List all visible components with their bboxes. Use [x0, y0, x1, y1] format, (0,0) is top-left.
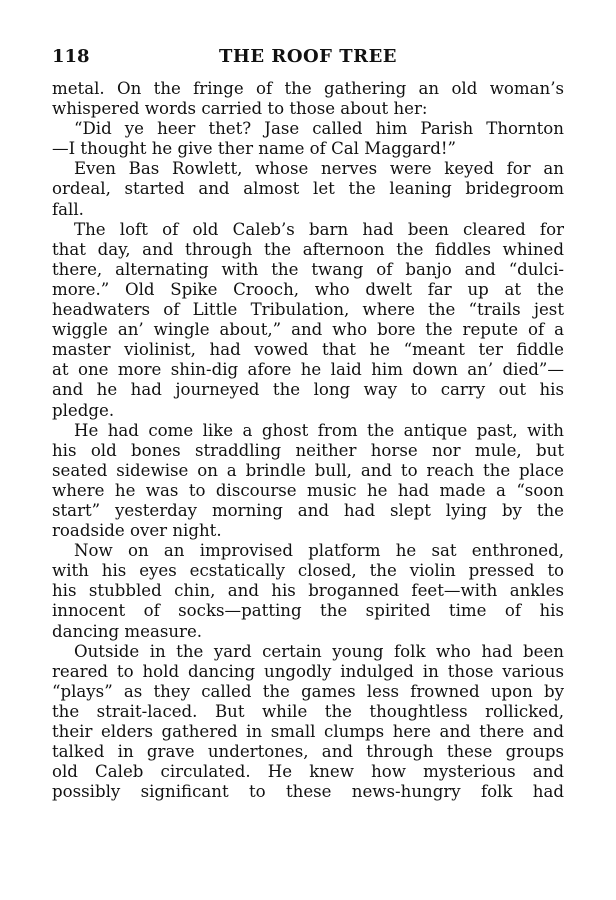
text-line: talked in grave undertones, and through these groups	[52, 742, 564, 762]
text-line: there, alternating with the twang of banjo and “dulci-	[52, 259, 564, 279]
text-line: their elders gathered in small clumps here and there and	[52, 722, 564, 741]
text-line: pledge.	[52, 400, 115, 420]
text-line: ordeal, started and almost let the leaning bridegroom	[52, 179, 564, 199]
text-line: reared to hold dancing ungodly indulged in those various	[52, 661, 564, 681]
text-line: Outside in the yard certain young folk who had been	[74, 641, 564, 661]
text-line: with his eyes ecstatically closed, the violin pressed to	[52, 561, 564, 581]
text-line: —I thought he give ther name of Cal Maggard!”	[52, 139, 456, 159]
text-line: master violinist, had vowed that he “meant ter fiddle	[52, 340, 564, 360]
text-line: “plays” as they called the games less frowned upon by	[52, 681, 564, 701]
running-title: THE ROOF TREE	[218, 46, 398, 67]
text-line: metal. On the fringe of the gathering an old woman’s	[52, 79, 564, 98]
text-line: seated sidewise on a brindle bull, and to reach the place	[52, 460, 564, 480]
text-line: roadside over night.	[52, 521, 222, 541]
text-line: innocent of socks—patting the spirited time of his	[52, 601, 564, 621]
text-line: “Did ye heer thet? Jase called him Parish Thornton	[74, 119, 564, 139]
text-line: whispered words carried to those about her:	[52, 99, 428, 119]
text-line: He had come like a ghost from the antique past, with	[74, 420, 564, 440]
text-line: his stubbled chin, and his broganned feet—with ankles	[52, 581, 564, 601]
text-line: The loft of old Caleb’s barn had been cleared for	[74, 219, 564, 239]
text-line: more.” Old Spike Crooch, who dwelt far up at the	[52, 279, 564, 299]
text-line: where he was to discourse music he had made a “soon	[52, 480, 564, 500]
text-line: fall.	[52, 199, 84, 219]
text-line: dancing measure.	[52, 621, 203, 641]
page-number: 118	[52, 46, 90, 67]
body-text	[52, 79, 564, 802]
text-line: old Caleb circulated. He knew how mysterious and	[52, 762, 564, 782]
text-line: that day, and through the afternoon the fiddles whined	[52, 239, 564, 259]
text-line: Now on an improvised platform he sat enthroned,	[74, 541, 564, 561]
text-line: the strait-laced. But while the thoughtless rollicked,	[52, 701, 564, 721]
text-line: wiggle an’ wingle about,” and who bore the repute of a	[52, 320, 564, 340]
text-line: at one more shin-dig afore he laid him down an’ died”—	[52, 360, 564, 380]
text-line: possibly significant to these news-hungry folk had	[52, 782, 564, 802]
text-line: his old bones straddling neither horse nor mule, but	[52, 440, 564, 460]
text-line: start” yesterday morning and had slept lying by the	[52, 500, 564, 520]
text-line: headwaters of Little Tribulation, where the “trails jest	[52, 300, 564, 320]
page-header	[52, 46, 564, 70]
text-line: and he had journeyed the long way to carry out his	[52, 380, 564, 400]
text-line: Even Bas Rowlett, whose nerves were keyed for an	[74, 159, 564, 179]
